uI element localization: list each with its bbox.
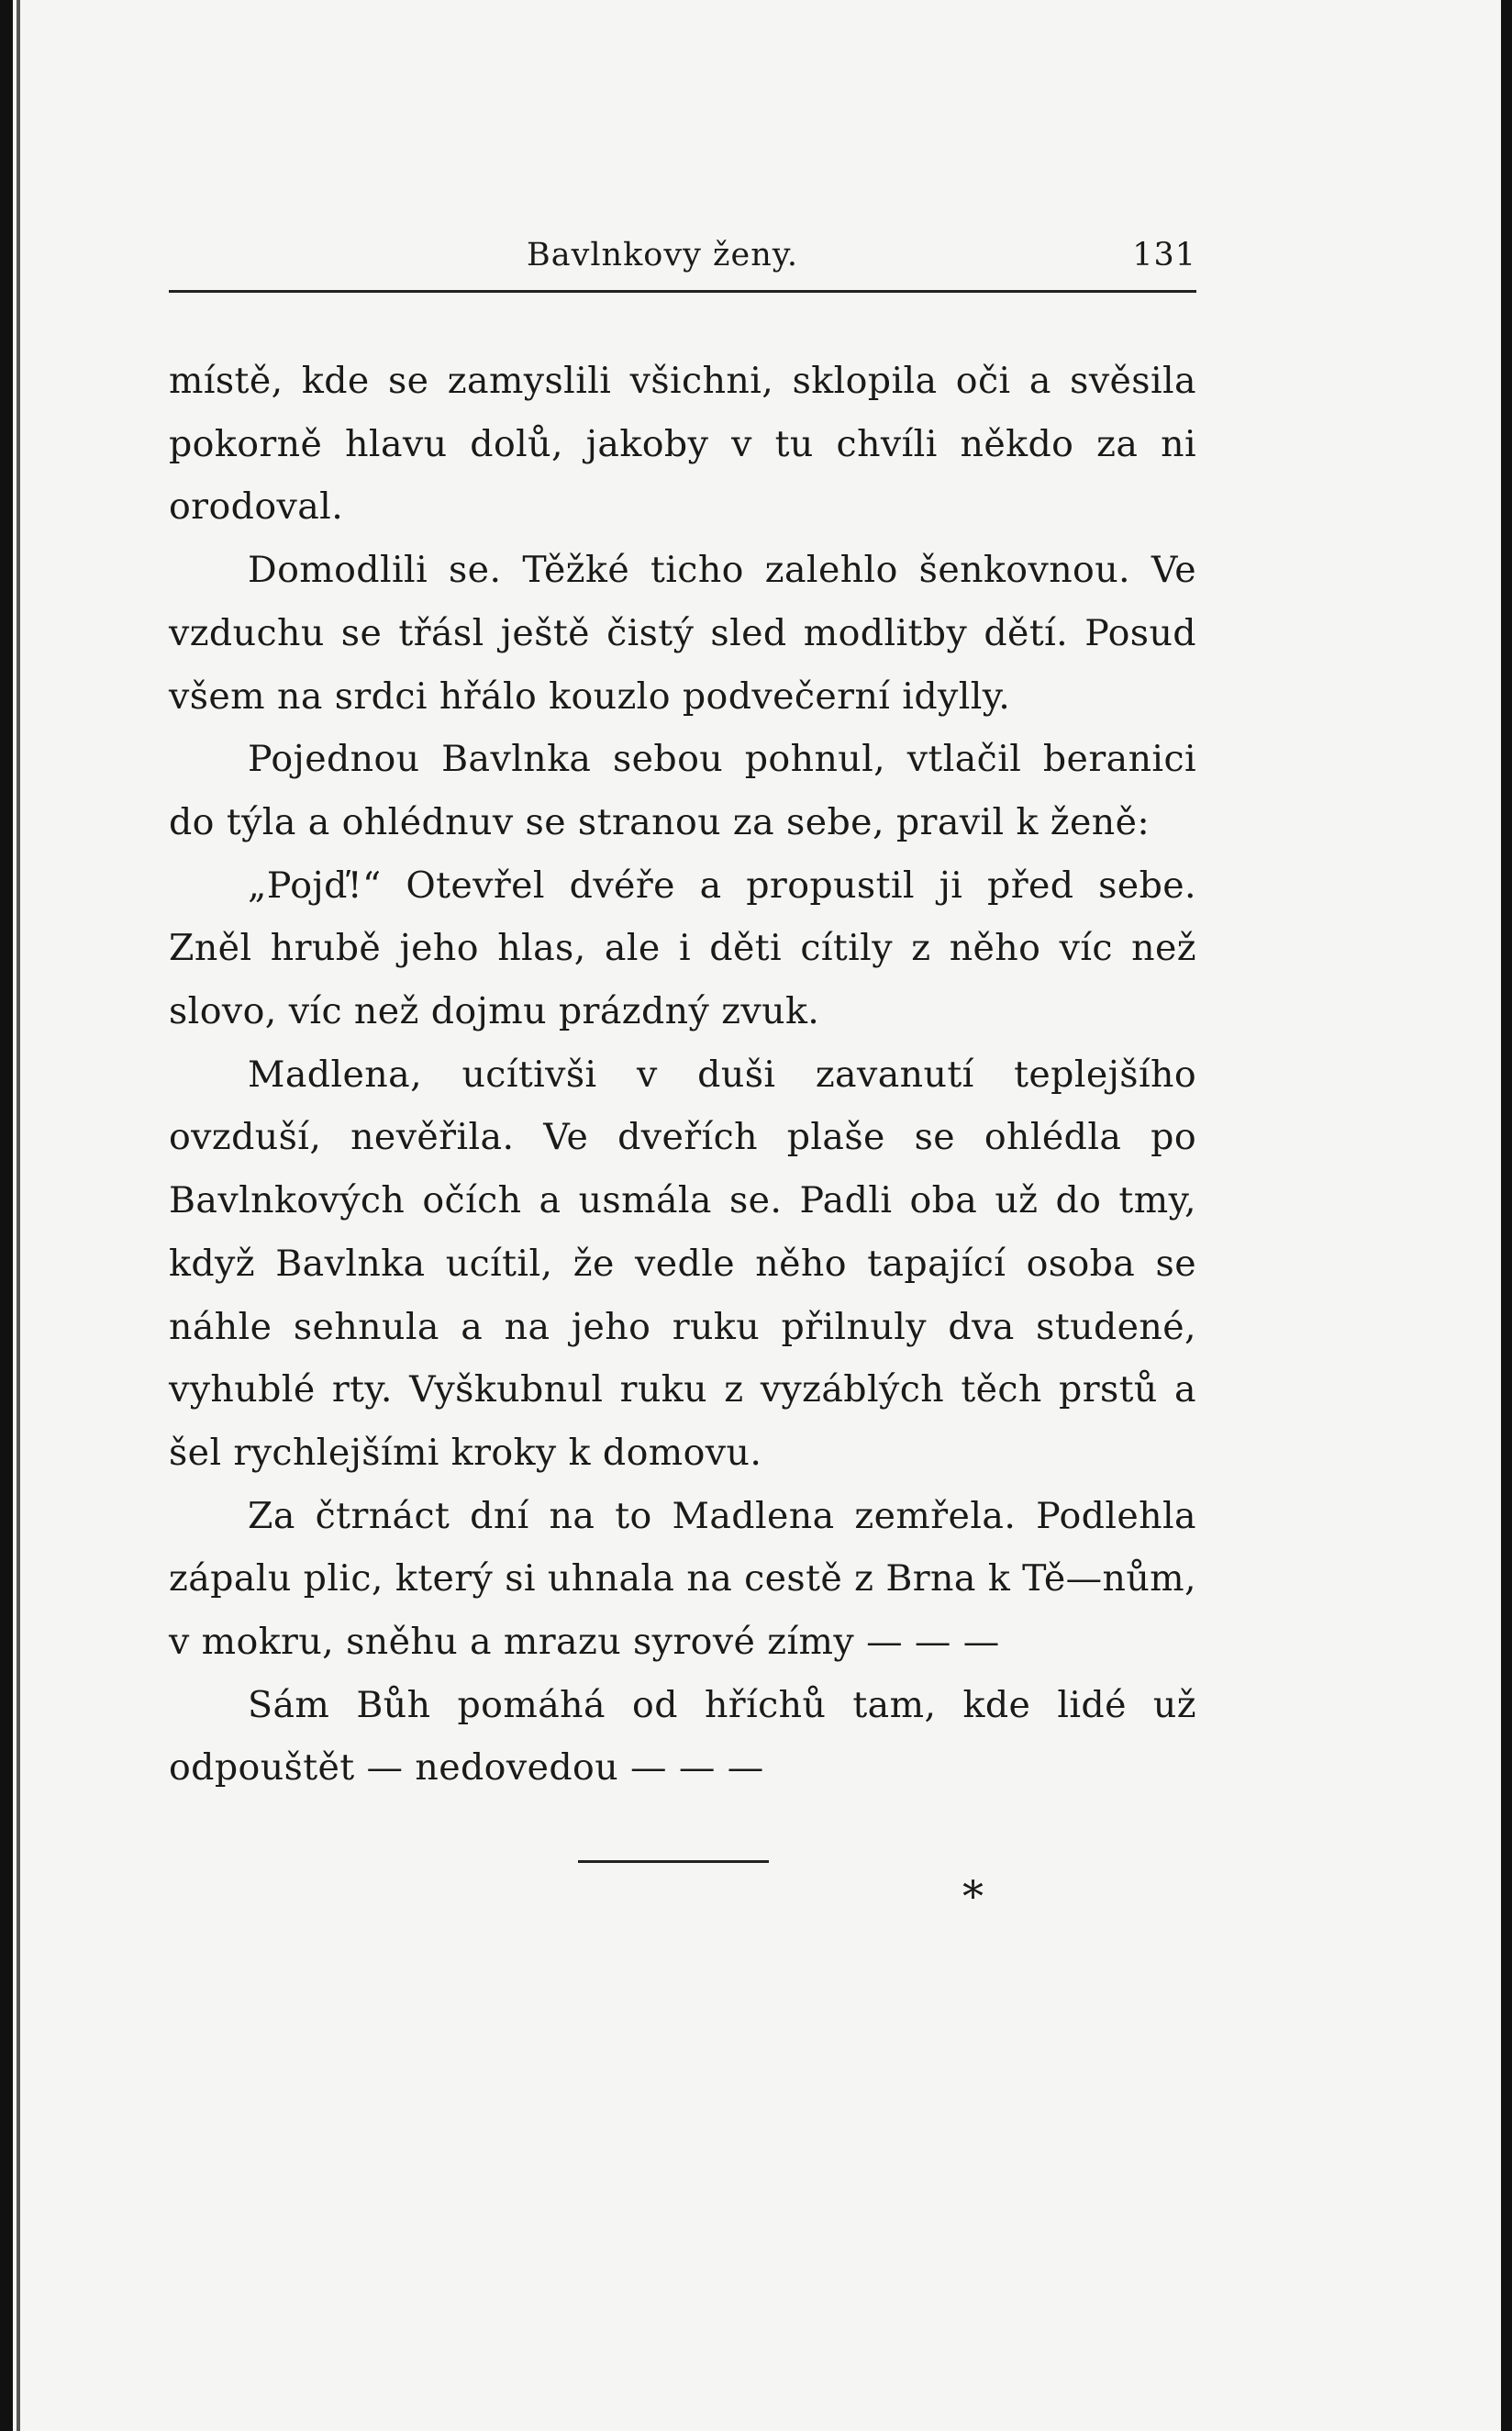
page-number: 131 bbox=[1132, 237, 1196, 273]
paragraph: Sám Bůh pomáhá od hříchů tam, kde lidé už odpouštět — nedovedou — — — bbox=[169, 1683, 1196, 1790]
paragraph: Domodlili se. Těžké ticho zalehlo šenkovnou. Ve vzduchu se třásl ještě čistý sled modlitby dětí. Posud všem na srdci hřálo kouzlo podvečerní idylly. bbox=[169, 549, 1196, 718]
header-rule bbox=[169, 290, 1196, 293]
running-head bbox=[169, 229, 1196, 290]
scan-border-left-inner bbox=[17, 0, 20, 2431]
scan-border-right bbox=[1501, 0, 1512, 2431]
paragraph: Za čtrnáct dní na to Madlena zemřela. Podlehla zápalu plic, který si uhnala na cestě z Brna k Tě—nům, v mokru, sněhu a mrazu syrové zímy — — — bbox=[169, 1494, 1196, 1664]
section-end-rule bbox=[578, 1860, 769, 1863]
scan-border-left bbox=[0, 0, 13, 2431]
book-page bbox=[169, 229, 1196, 1920]
paragraph: Pojednou Bavlnka sebou pohnul, vtlačil beranici do týla a ohlédnuv se stranou za sebe, pravil k ženě: bbox=[169, 738, 1196, 843]
paragraph: „Pojď!“ Otevřel dvéře a propustil ji před sebe. Zněl hrubě jeho hlas, ale i děti cítily z něho víc než slovo, víc než dojmu prázdný zvuk. bbox=[169, 864, 1196, 1033]
body-text bbox=[169, 350, 1196, 1800]
running-title: Bavlnkovy ženy. bbox=[527, 237, 798, 273]
paragraph: místě, kde se zamyslili všichni, sklopila oči a svěsila pokorně hlavu dolů, jakoby v tu chvíli někdo za ni orodoval. bbox=[169, 360, 1196, 529]
asterisk-mark: * bbox=[962, 1871, 984, 1922]
paragraph: Madlena, ucítivši v duši zavanutí teplejšího ovzduší, nevěřila. Ve dveřích plaše se ohlédla po Bavlnkových očích a usmála se. Padli oba už do tmy, když Bavlnka ucítil, že vedle něho tapající osoba se náhle sehnula a na jeho ruku přilnuly dva studené, vyhublé rty. Vyškubnul ruku z vyzáblých těch prstů a šel rychlejšími kroky k domovu. bbox=[169, 1053, 1196, 1474]
